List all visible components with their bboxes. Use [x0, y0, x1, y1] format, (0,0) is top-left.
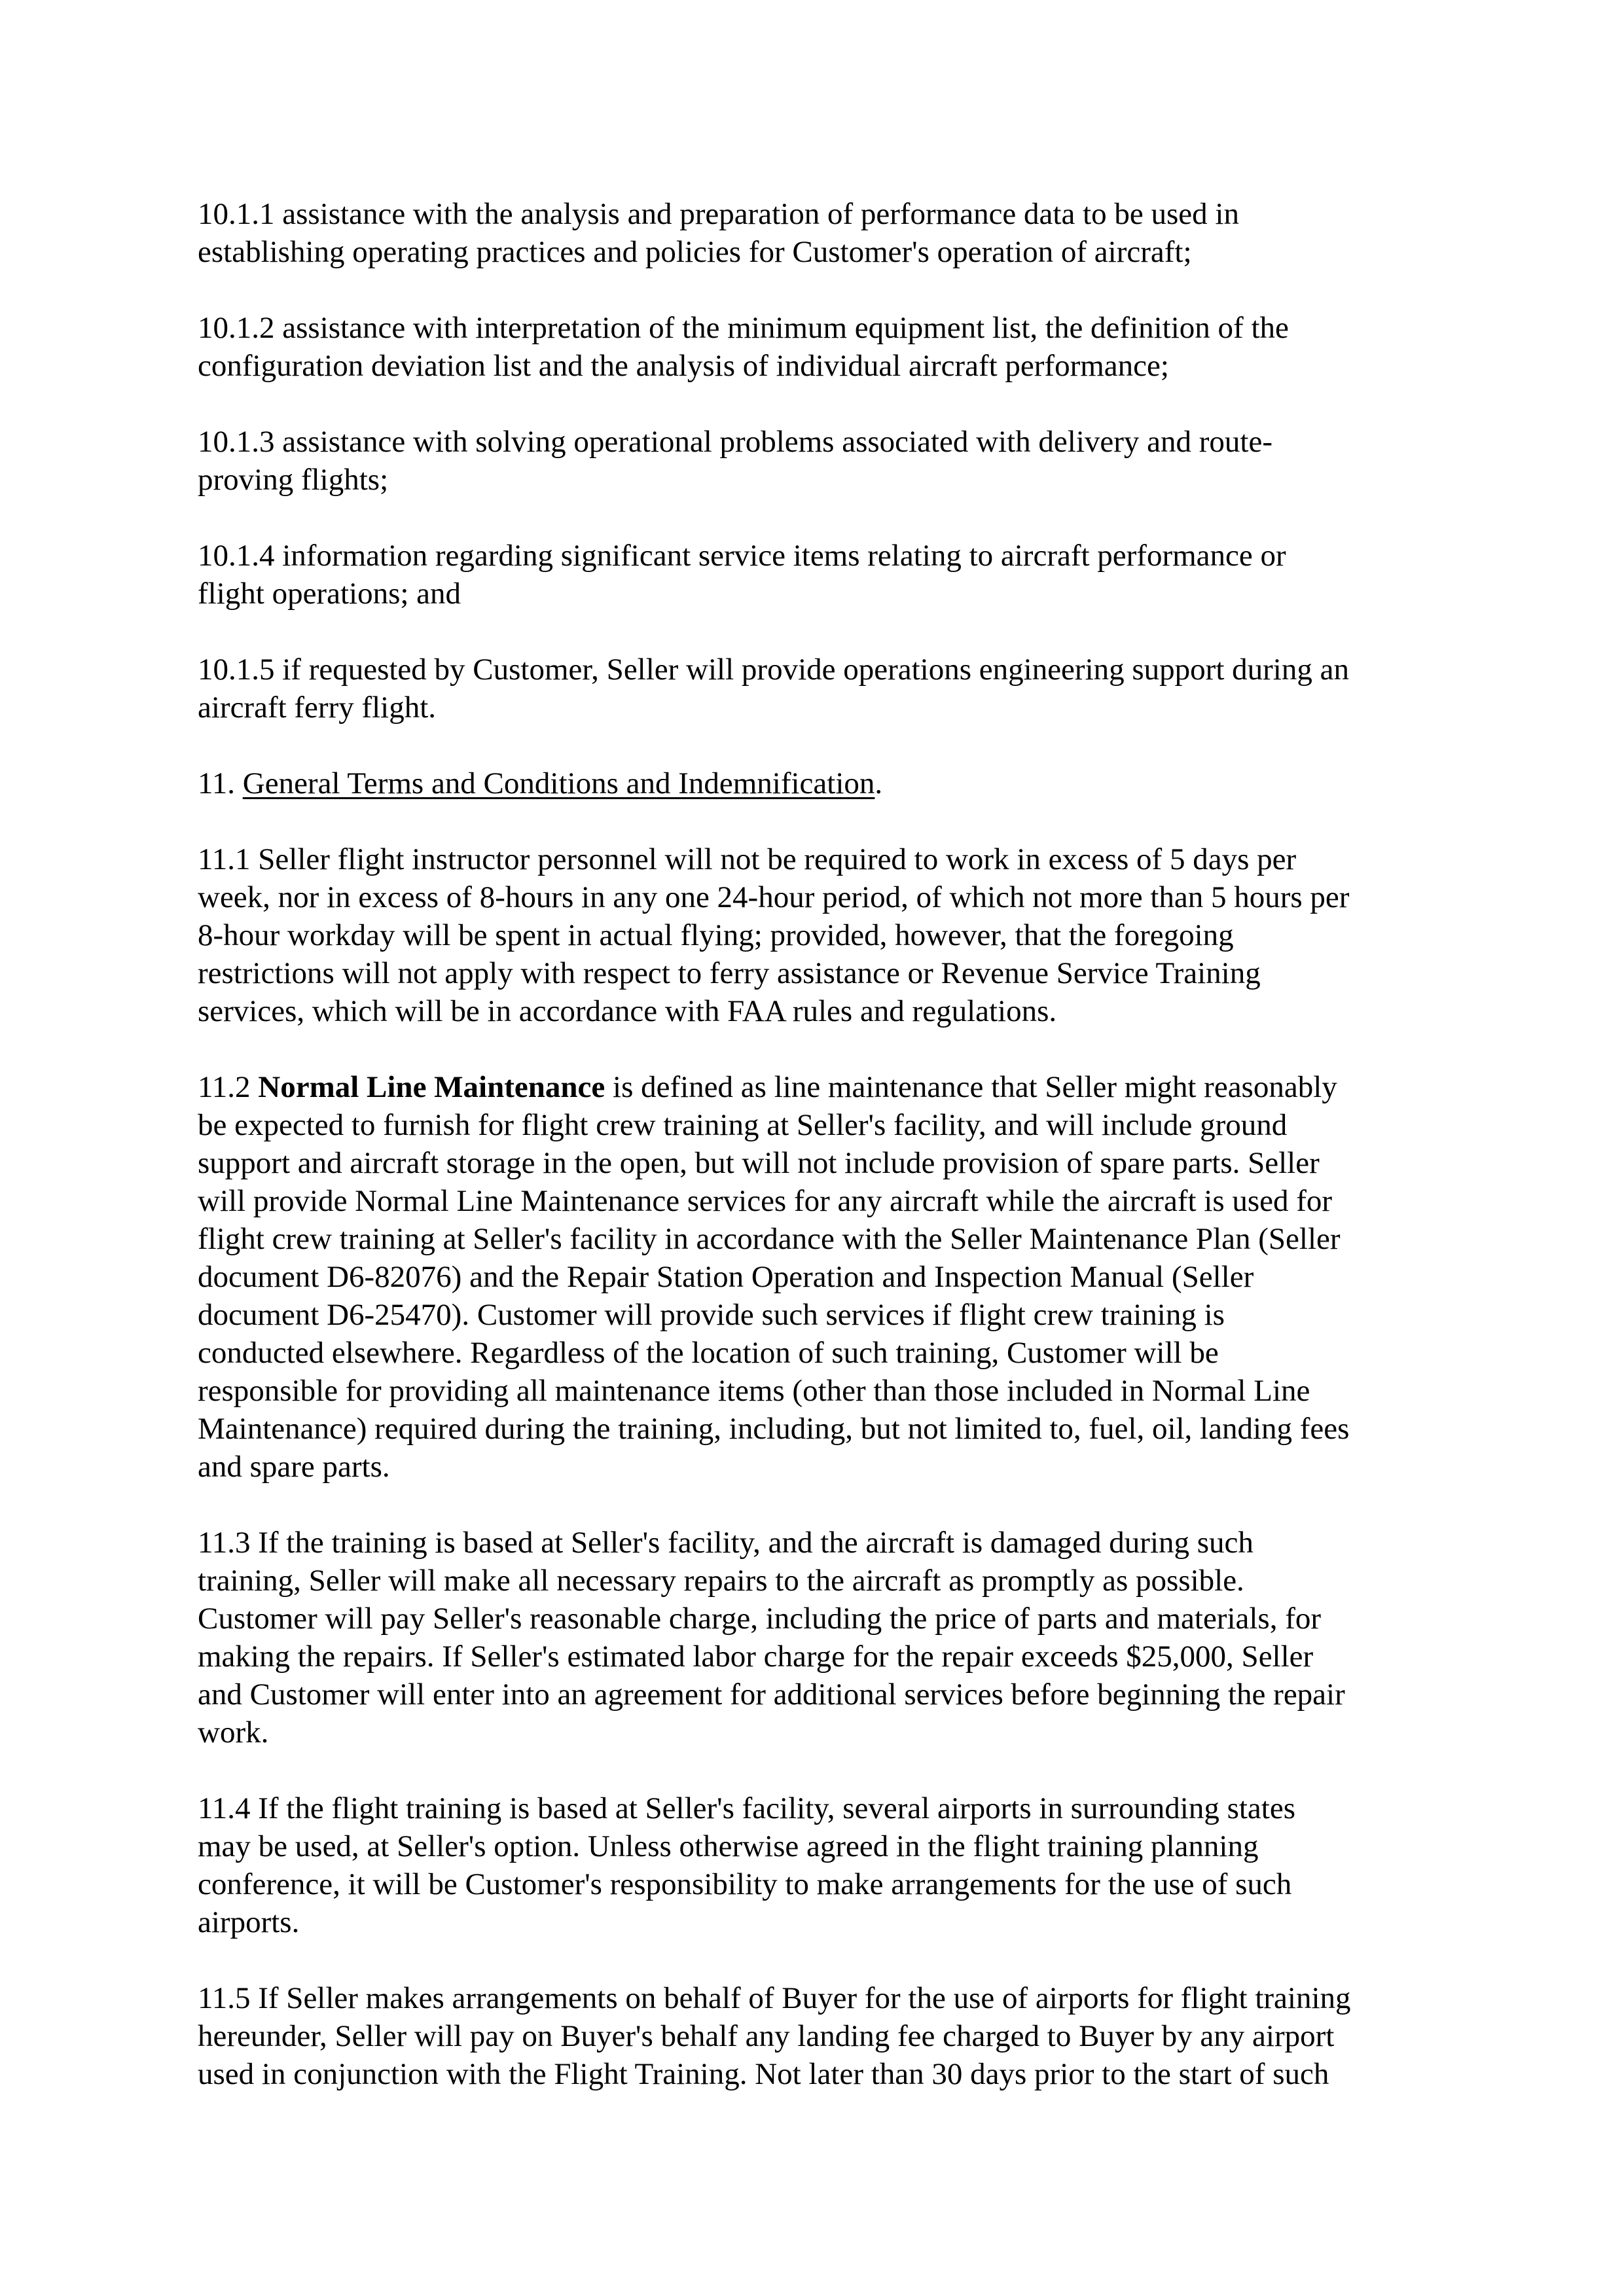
- section-title: General Terms and Conditions and Indemnification: [242, 766, 875, 800]
- paragraph-number: 11.2: [198, 1070, 259, 1104]
- defined-term: Normal Line Maintenance: [258, 1070, 605, 1104]
- paragraph-10-1-5: 10.1.5 if requested by Customer, Seller will provide operations engineering support during an aircraft ferry flight.: [198, 653, 1349, 725]
- section-heading-11: [198, 764, 1441, 802]
- paragraph-text: is defined as line maintenance that Seller might reasonably be expected to furnish for flight crew training at Seller's facility, and will include ground support and aircraft storage in the open, but will not include provision of spare parts. Seller will provide Normal Line Maintenance services for any aircraft while the aircraft is used for flight crew training at Seller's facility in accordance with the Seller Maintenance Plan (Seller document D6-82076) and the Repair Station Operation and Inspection Manual (Seller document D6-25470). Customer will provide such services if flight crew training is conducted elsewhere. Regardless of the location of such training, Customer will be responsible for providing all maintenance items (other than those included in Normal Line Maintenance) required during the training, including, but not limited to, fuel, oil, landing fees and spare parts.: [198, 1070, 1350, 1484]
- paragraph-11-5: 11.5 If Seller makes arrangements on behalf of Buyer for the use of airports for flight training hereunder, Seller will pay on Buyer's behalf any landing fee charged to Buyer by any airport used in conjunction with the Flight Training. Not later than 30 days prior to the start of such: [198, 1981, 1351, 2091]
- section-number: 11.: [198, 766, 243, 800]
- paragraph-10-1-2: 10.1.2 assistance with interpretation of the minimum equipment list, the definition of the configuration deviation list and the analysis of individual aircraft performance;: [198, 311, 1289, 383]
- paragraph-11-3: 11.3 If the training is based at Seller's facility, and the aircraft is damaged during such training, Seller will make all necessary repairs to the aircraft as promptly as possible. Customer will pay Seller's reasonable charge, including the price of parts and materials, for making the repairs. If Seller's estimated labor charge for the repair exceeds $25,000, Seller and Customer will enter into an agreement for additional services before beginning the repair work.: [198, 1526, 1345, 1749]
- paragraph-10-1-3: 10.1.3 assistance with solving operational problems associated with delivery and route- proving flights;: [198, 425, 1272, 497]
- paragraph-10-1-4: 10.1.4 information regarding significant service items relating to aircraft performance or flight operations; and: [198, 539, 1286, 611]
- paragraph-11-1: 11.1 Seller flight instructor personnel will not be required to work in excess of 5 days per week, nor in excess of 8-hours in any one 24-hour period, of which not more than 5 hours per 8-hour workday will be spent in actual flying; provided, however, that the foregoing restrictions will not apply with respect to ferry assistance or Revenue Service Training services, which will be in accordance with FAA rules and regulations.: [198, 842, 1350, 1028]
- paragraph-11-4: 11.4 If the flight training is based at Seller's facility, several airports in surrounding states may be used, at Seller's option. Unless otherwise agreed in the flight training planning conference, it will be Customer's responsibility to make arrangements for the use of such airports.: [198, 1791, 1295, 1939]
- paragraph-11-2: [198, 1068, 1441, 1486]
- section-title-period: .: [875, 766, 883, 800]
- document-body: [198, 195, 1441, 2093]
- paragraph-10-1-1: 10.1.1 assistance with the analysis and preparation of performance data to be used in establishing operating practices and policies for Customer's operation of aircraft;: [198, 197, 1239, 269]
